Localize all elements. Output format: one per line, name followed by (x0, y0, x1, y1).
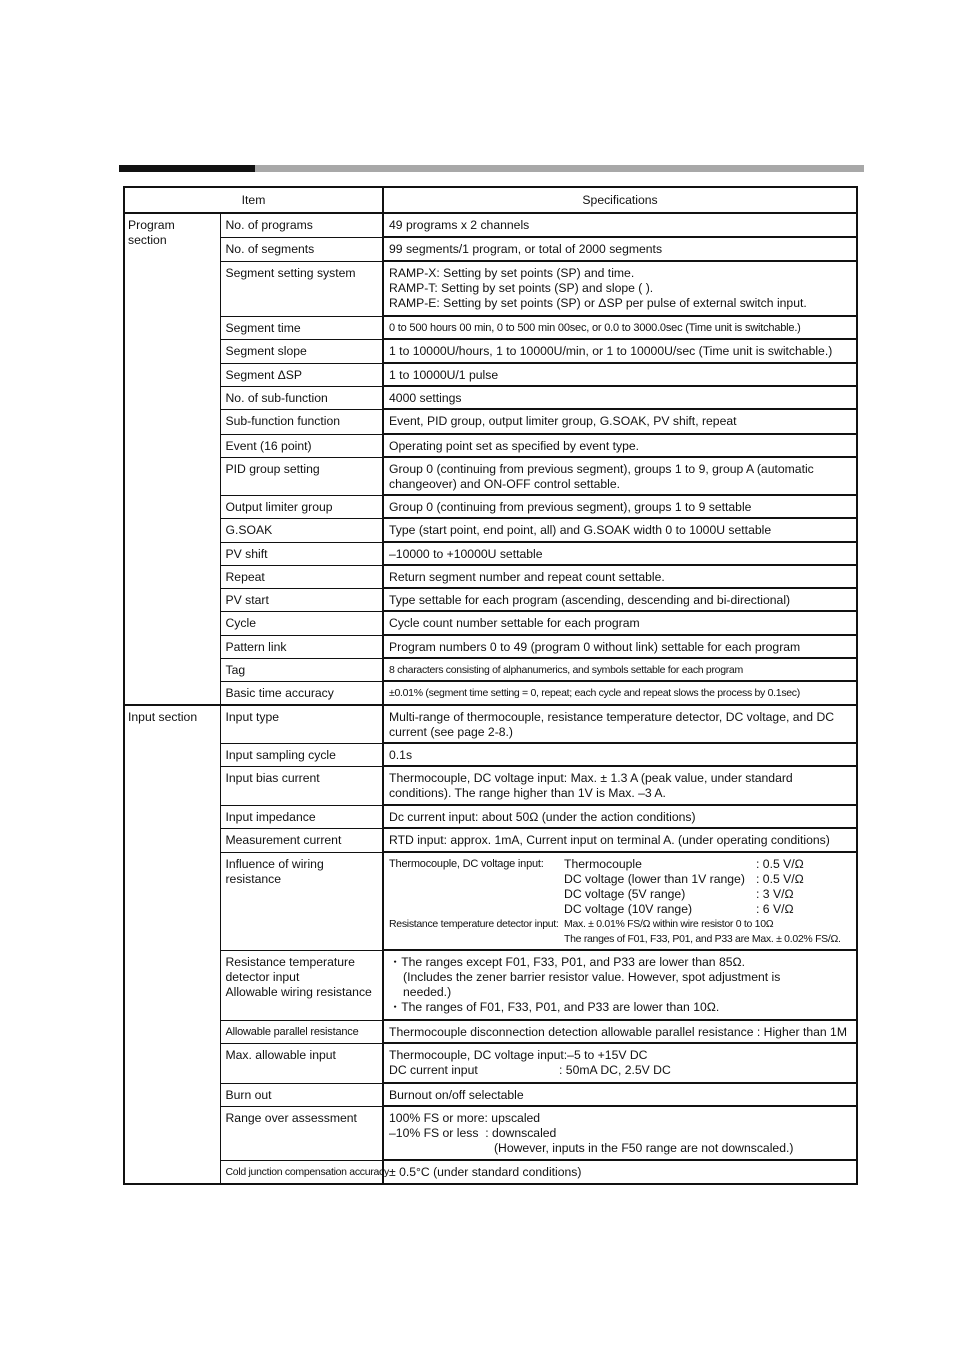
wiring-row (389, 857, 852, 872)
item-cell (220, 316, 383, 339)
spec-line: DC current input : 50mA DC, 2.5V DC (389, 1063, 671, 1077)
spec-line: Group 0 (continuing from previous segment), groups 1 to 9 settable (389, 500, 752, 514)
spec-line: Thermocouple disconnection detection allowable parallel resistance : Higher than 1M (389, 1025, 847, 1039)
wiring-rtd-value: Max. ± 0.01% FS/Ω within wire resistor 0 to 10Ω (564, 918, 774, 930)
spec-line: 8 characters consisting of alphanumerics, and symbols settable for each program (389, 664, 743, 676)
spec-cell (383, 611, 857, 635)
item-line: Cycle (225, 615, 256, 630)
item-cell (220, 705, 383, 743)
section-program (124, 213, 220, 705)
table-row (124, 542, 857, 565)
item-cell (220, 743, 383, 766)
table-row (124, 495, 857, 518)
item-cell (220, 1083, 383, 1106)
table-row (124, 565, 857, 588)
item-cell (220, 363, 383, 386)
table-row (124, 950, 857, 1020)
item-cell (220, 1106, 383, 1160)
spec-line: Thermocouple, DC voltage input:–5 to +15V DC (389, 1048, 648, 1062)
table-header-row (124, 187, 857, 213)
item-line: Range over assessment (225, 1110, 357, 1125)
table-row (124, 409, 857, 434)
table-row (124, 1160, 857, 1184)
item-cell (220, 950, 383, 1020)
item-cell (220, 766, 383, 805)
spec-cell (383, 1083, 857, 1106)
table-row (124, 658, 857, 681)
spec-cell (383, 386, 857, 409)
spec-line: 0.1s (389, 748, 413, 762)
item-line: Sub-function function (225, 413, 341, 428)
spec-line: ・The ranges except F01, F33, P01, and P33 are lower than 85Ω. (389, 955, 746, 969)
section-rule-dark (119, 165, 255, 172)
table-row (124, 1020, 857, 1043)
item-line: Input sampling cycle (225, 747, 336, 762)
item-line: Input type (225, 710, 280, 724)
wiring-label (389, 872, 564, 887)
spec-line: needed.) (403, 985, 452, 999)
spec-line: –10000 to +10000U settable (389, 547, 543, 561)
table-row (124, 316, 857, 339)
item-line: Resistance temperature (225, 954, 355, 969)
item-line: Max. allowable input (225, 1047, 336, 1062)
table-row (124, 635, 857, 658)
table-row (124, 588, 857, 611)
spec-cell (383, 658, 857, 681)
spec-cell (383, 565, 857, 588)
table-row (124, 766, 857, 805)
item-cell (220, 1020, 383, 1043)
spec-cell (383, 213, 857, 237)
wiring-value: : 0.5 V/Ω (756, 857, 804, 871)
item-cell (220, 565, 383, 588)
spec-line: (However, inputs in the F50 range are not downscaled.) (389, 1141, 794, 1155)
specifications-table (123, 186, 858, 1185)
spec-cell (383, 542, 857, 565)
spec-line: 99 segments/1 program, or total of 2000 segments (389, 242, 663, 256)
wiring-value: : 6 V/Ω (756, 902, 794, 916)
header-specifications: Specifications (383, 187, 857, 213)
spec-line: 1 to 10000U/hours, 1 to 10000U/min, or 1 to 10000U/sec (Time unit is switchable.) (389, 344, 833, 358)
wiring-spec-cell (383, 852, 857, 950)
item-line: Repeat (225, 569, 265, 584)
item-line: Allowable wiring resistance (225, 984, 372, 999)
spec-cell (383, 705, 857, 743)
table-row (124, 681, 857, 705)
spec-cell (383, 339, 857, 363)
spec-cell (383, 434, 857, 457)
wiring-row (389, 902, 852, 917)
spec-line: ±0.01% (segment time setting = 0, repeat; each cycle and repeat slows the process by 0.1sec) (389, 687, 800, 699)
item-line: Output limiter group (225, 499, 333, 514)
item-line: No. of segments (225, 241, 315, 256)
spec-line: RTD input: approx. 1mA, Current input on terminal A. (under operating conditions) (389, 833, 830, 847)
wiring-value: : 3 V/Ω (756, 887, 794, 901)
item-cell (220, 542, 383, 565)
table-row (124, 363, 857, 386)
spec-cell (383, 805, 857, 828)
item-line: Allowable parallel resistance (225, 1025, 359, 1038)
spec-line: RAMP-E: Setting by set points (SP) or ΔSP per pulse of external switch input. (389, 296, 807, 310)
spec-cell (383, 588, 857, 611)
wiring-name: DC voltage (lower than 1V range) (564, 872, 745, 886)
spec-line: Cycle count number settable for each program (389, 616, 640, 630)
wiring-row (389, 887, 852, 902)
section-rule-light (255, 165, 864, 172)
section-label: Program (128, 218, 175, 232)
item-cell (220, 261, 383, 316)
item-line: No. of programs (225, 218, 313, 232)
item-line: Event (16 point) (225, 438, 312, 453)
spec-line: Return segment number and repeat count settable. (389, 570, 665, 584)
spec-line: ・The ranges of F01, F33, P01, and P33 are lower than 10Ω. (389, 1000, 720, 1014)
item-cell (220, 681, 383, 705)
wiring-name: DC voltage (10V range) (564, 902, 693, 916)
spec-line: Multi-range of thermocouple, resistance temperature detector, DC voltage, and DC current (see page 2-8.) (389, 710, 835, 739)
spec-line: RAMP-T: Setting by set points (SP) and slope ( ). (389, 281, 654, 295)
spec-line: Group 0 (continuing from previous segment), groups 1 to 9, group A (automatic changeover) and ON-OFF control settable. (389, 462, 814, 491)
spec-line: Dc current input: about 50Ω (under the action conditions) (389, 810, 696, 824)
spec-line: Operating point set as specified by event type. (389, 439, 640, 453)
table-row (124, 386, 857, 409)
table-row (124, 852, 857, 950)
spec-cell (383, 743, 857, 766)
spec-line: Type settable for each program (ascending, descending and bi-directional) (389, 593, 791, 607)
spec-cell (383, 635, 857, 658)
item-cell (220, 213, 383, 237)
item-cell (220, 1160, 389, 1184)
wiring-label: Thermocouple, DC voltage input: (389, 858, 544, 870)
spec-line: RAMP-X: Setting by set points (SP) and time. (389, 266, 635, 280)
spec-cell (383, 1160, 857, 1184)
table-row (124, 518, 857, 542)
table-row (124, 743, 857, 766)
spec-cell (383, 1043, 857, 1083)
table-row (124, 705, 857, 743)
spec-line: Burnout on/off selectable (389, 1088, 524, 1102)
item-cell (220, 635, 383, 658)
spec-line: Thermocouple, DC voltage input: Max. ± 1.3 A (peak value, under standard conditions). The range higher than 1V is Max. –3 A. (389, 771, 793, 800)
wiring-label (389, 887, 564, 902)
spec-line: 1 to 10000U/1 pulse (389, 368, 499, 382)
item-line: Input impedance (225, 809, 316, 824)
table-row (124, 828, 857, 852)
item-cell (220, 495, 383, 518)
item-cell (220, 805, 383, 828)
item-line: Segment ΔSP (225, 367, 303, 382)
spec-cell (383, 681, 857, 705)
item-cell (220, 409, 383, 434)
item-cell (220, 434, 383, 457)
item-line: Segment time (225, 320, 301, 335)
table-row (124, 457, 857, 495)
table-row (124, 1106, 857, 1160)
item-line: detector input (225, 969, 300, 984)
item-cell (220, 237, 383, 261)
item-line: No. of sub-function (225, 390, 328, 405)
spec-cell (383, 1020, 857, 1043)
spec-line: 49 programs x 2 channels (389, 218, 530, 232)
table-row (124, 339, 857, 363)
item-cell (220, 828, 383, 852)
wiring-label (389, 902, 564, 917)
spec-cell (383, 828, 857, 852)
wiring-name: DC voltage (5V range) (564, 887, 686, 901)
spec-cell (383, 766, 857, 805)
table-row (124, 1043, 857, 1083)
wiring-name: Thermocouple (564, 857, 642, 871)
table-row (124, 1083, 857, 1106)
item-cell (220, 1043, 383, 1083)
table-row (124, 213, 857, 237)
header-item: Item (124, 187, 383, 213)
wiring-rtd-row (389, 917, 852, 932)
spec-line: 4000 settings (389, 391, 462, 405)
section-label: Input section (128, 710, 198, 724)
table-row (124, 434, 857, 457)
spec-line: (Includes the zener barrier resistor value. However, spot adjustment is (403, 970, 781, 984)
spec-line: Event, PID group, output limiter group, G.SOAK, PV shift, repeat (389, 414, 737, 428)
wiring-spacer (389, 932, 564, 947)
spec-line: Type (start point, end point, all) and G.SOAK width 0 to 1000U settable (389, 523, 772, 537)
item-line: PV shift (225, 546, 268, 561)
item-line: Segment setting system (225, 265, 356, 280)
spec-cell (383, 409, 857, 434)
section-input (124, 705, 220, 1184)
item-cell (220, 611, 383, 635)
wiring-value: : 0.5 V/Ω (756, 872, 804, 886)
item-line: PID group setting (225, 461, 320, 476)
spec-cell (383, 363, 857, 386)
spec-cell (383, 950, 857, 1020)
spec-line: ± 0.5°C (under standard conditions) (389, 1165, 582, 1179)
wiring-rtd-note: The ranges of F01, F33, P01, and P33 are Max. ± 0.02% FS/Ω. (564, 933, 841, 945)
item-line: Burn out (225, 1087, 272, 1102)
item-line: PV start (225, 592, 269, 607)
item-line: Basic time accuracy (225, 685, 334, 700)
wiring-rtd-label: Resistance temperature detector input: (389, 918, 559, 930)
spec-line: Program numbers 0 to 49 (program 0 without link) settable for each program (389, 640, 801, 654)
table-row (124, 237, 857, 261)
spec-cell (383, 1106, 857, 1160)
item-cell (220, 457, 383, 495)
spec-line: 100% FS or more: upscaled (389, 1111, 541, 1125)
table-row (124, 611, 857, 635)
item-cell (220, 339, 383, 363)
spec-cell (383, 316, 857, 339)
spec-cell (383, 237, 857, 261)
spec-line: –10% FS or less : downscaled (389, 1126, 557, 1140)
item-line: Measurement current (225, 832, 342, 847)
item-cell (220, 518, 383, 542)
spec-cell (383, 518, 857, 542)
section-label: section (128, 233, 167, 247)
table-row (124, 805, 857, 828)
spec-cell (383, 495, 857, 518)
table-row (124, 261, 857, 316)
item-line: Pattern link (225, 639, 287, 654)
item-cell (220, 386, 383, 409)
spec-line: 0 to 500 hours 00 min, 0 to 500 min 00sec, or 0.0 to 3000.0sec (Time unit is switchable.) (389, 322, 801, 334)
item-line: Tag (225, 662, 246, 677)
spec-cell (383, 457, 857, 495)
item-cell (220, 588, 383, 611)
item-line: G.SOAK (225, 522, 273, 537)
item-line: Cold junction compensation accuracy (225, 1165, 389, 1178)
item-cell: Influence of wiring resistance (220, 852, 383, 950)
item-line: Segment slope (225, 343, 307, 358)
item-line: Input bias current (225, 770, 320, 785)
item-cell (220, 658, 383, 681)
wiring-row (389, 872, 852, 887)
spec-cell (383, 261, 857, 316)
wiring-rtd-row (389, 932, 852, 947)
